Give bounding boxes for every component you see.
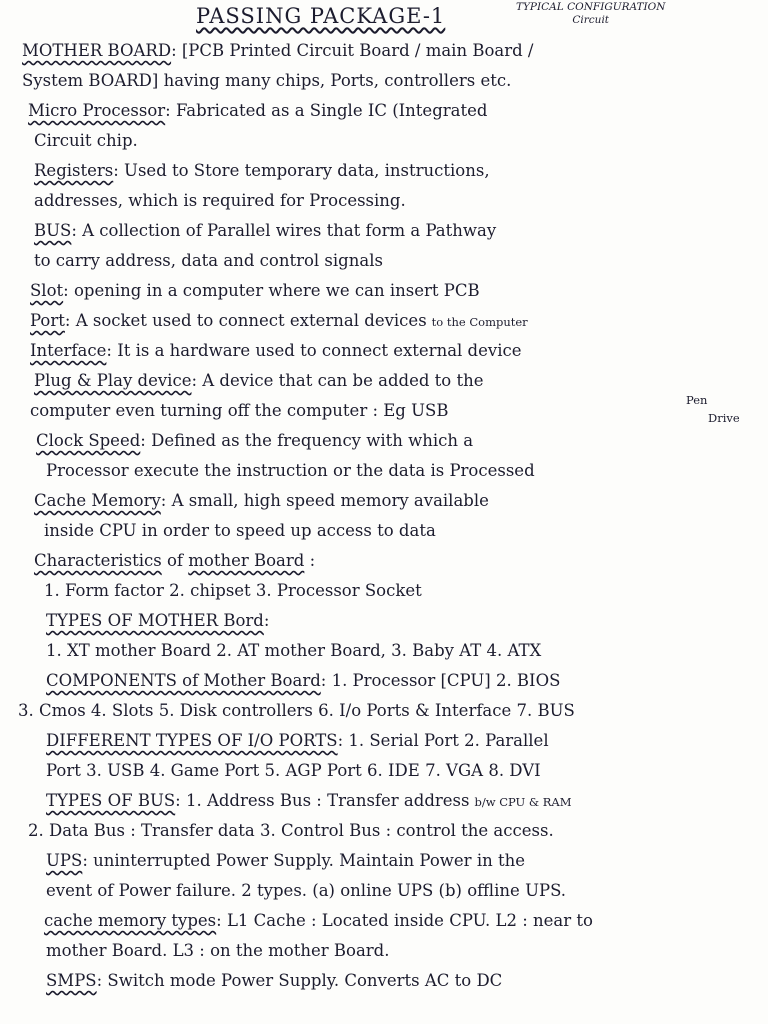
line-text: : Fabricated as a Single IC (Integrated: [165, 101, 488, 120]
term-heading: mother Board: [188, 551, 305, 570]
line-text: Processor execute the instruction or the data is Processed: [46, 461, 535, 480]
note-line: [0, 96, 768, 126]
line-text: : It is a hardware used to connect external device: [106, 341, 522, 360]
line-text: 1. XT mother Board 2. AT mother Board, 3. Baby AT 4. ATX: [46, 641, 542, 660]
line-text: : 1. Address Bus : Transfer address: [175, 791, 470, 810]
note-line: [0, 276, 768, 306]
note-line: [0, 396, 768, 426]
line-text: event of Power failure. 2 types. (a) online UPS (b) offline UPS.: [46, 881, 567, 900]
note-line: [0, 66, 768, 96]
term-heading: Micro Processor: [28, 101, 166, 120]
note-line: [0, 336, 768, 366]
term-heading: Port: [30, 311, 65, 330]
note-line: [0, 846, 768, 876]
line-text: inside CPU in order to speed up access to data: [44, 521, 436, 540]
title-side-note-line1: TYPICAL CONFIGURATION: [516, 1, 666, 13]
note-line: [0, 546, 768, 576]
line-text: :: [263, 611, 270, 630]
note-line: [0, 216, 768, 246]
note-line: [0, 186, 768, 216]
page-title: PASSING PACKAGE-1: [196, 4, 446, 28]
note-line: [0, 936, 768, 966]
side-note: b/w CPU & RAM: [474, 795, 572, 809]
term-heading: Clock Speed: [36, 431, 141, 450]
term-heading: MOTHER BOARD: [22, 41, 172, 60]
note-line: [0, 366, 768, 396]
line-text: : A small, high speed memory available: [160, 491, 489, 510]
note-line: [0, 756, 768, 786]
note-line: [0, 36, 768, 66]
line-text: : A socket used to connect external devices: [64, 311, 427, 330]
superscript-note: Pen: [686, 396, 708, 407]
term-heading: Slot: [30, 281, 64, 300]
note-line: [0, 306, 768, 336]
line-text: : Switch mode Power Supply. Converts AC to DC: [96, 971, 503, 990]
term-heading: DIFFERENT TYPES OF I/O PORTS: [46, 731, 338, 750]
line-text: :: [304, 551, 316, 570]
line-text: : A device that can be added to the: [191, 371, 484, 390]
note-line: [0, 156, 768, 186]
note-line: [0, 606, 768, 636]
note-line: [0, 966, 768, 996]
term-heading: COMPONENTS of Mother Board: [46, 671, 321, 690]
line-text: : 1. Serial Port 2. Parallel: [337, 731, 549, 750]
term-heading: cache memory types: [44, 911, 217, 930]
line-text: 1. Form factor 2. chipset 3. Processor Socket: [44, 581, 422, 600]
note-line: [0, 666, 768, 696]
term-heading: Registers: [34, 161, 114, 180]
line-text: 3. Cmos 4. Slots 5. Disk controllers 6. I/o Ports & Interface 7. BUS: [18, 701, 575, 720]
term-heading: SMPS: [46, 971, 97, 990]
title-side-note: [516, 1, 665, 27]
term-heading: Interface: [30, 341, 107, 360]
note-line: [0, 876, 768, 906]
line-text: : opening in a computer where we can insert PCB: [63, 281, 480, 300]
term-heading: TYPES OF BUS: [46, 791, 176, 810]
term-heading: UPS: [46, 851, 83, 870]
line-text: of: [161, 551, 189, 570]
term-heading: Characteristics: [34, 551, 162, 570]
note-line: [0, 426, 768, 456]
line-text: : uninterrupted Power Supply. Maintain Power in the: [82, 851, 525, 870]
line-text: : [PCB Printed Circuit Board / main Board /: [171, 41, 534, 60]
line-text: computer even turning off the computer : Eg USB: [30, 401, 449, 420]
note-line: [0, 726, 768, 756]
note-line: [0, 906, 768, 936]
line-text: System BOARD] having many chips, Ports, controllers etc.: [22, 71, 512, 90]
note-line: [0, 126, 768, 156]
note-line: [0, 516, 768, 546]
term-heading: TYPES OF MOTHER Bord: [46, 611, 264, 630]
line-text: 2. Data Bus : Transfer data 3. Control Bus : control the access.: [28, 821, 554, 840]
term-heading: Cache Memory: [34, 491, 161, 510]
line-text: mother Board. L3 : on the mother Board.: [46, 941, 390, 960]
line-text: : Used to Store temporary data, instructions,: [113, 161, 490, 180]
subscript-note: Drive: [708, 411, 740, 425]
line-text: Circuit chip.: [34, 131, 138, 150]
term-heading: BUS: [34, 221, 72, 240]
line-text: : 1. Processor [CPU] 2. BIOS: [320, 671, 561, 690]
line-text: addresses, which is required for Processing.: [34, 191, 406, 210]
note-line: [0, 816, 768, 846]
page-header: [0, 0, 768, 36]
note-line: [0, 786, 768, 816]
notes-body: [0, 36, 768, 996]
note-line: [0, 636, 768, 666]
line-text: : A collection of Parallel wires that form a Pathway: [71, 221, 497, 240]
line-text: to carry address, data and control signals: [34, 251, 383, 270]
note-line: [0, 486, 768, 516]
line-text: Port 3. USB 4. Game Port 5. AGP Port 6. IDE 7. VGA 8. DVI: [46, 761, 541, 780]
title-side-note-line2: Circuit: [572, 14, 610, 26]
term-heading: Plug & Play device: [34, 371, 192, 390]
line-text: : Defined as the frequency with which a: [140, 431, 474, 450]
side-note: to the Computer: [431, 315, 528, 329]
note-line: [0, 246, 768, 276]
line-text: : L1 Cache : Located inside CPU. L2 : near to: [216, 911, 593, 930]
note-line: [0, 696, 768, 726]
note-line: [0, 456, 768, 486]
note-line: [0, 576, 768, 606]
